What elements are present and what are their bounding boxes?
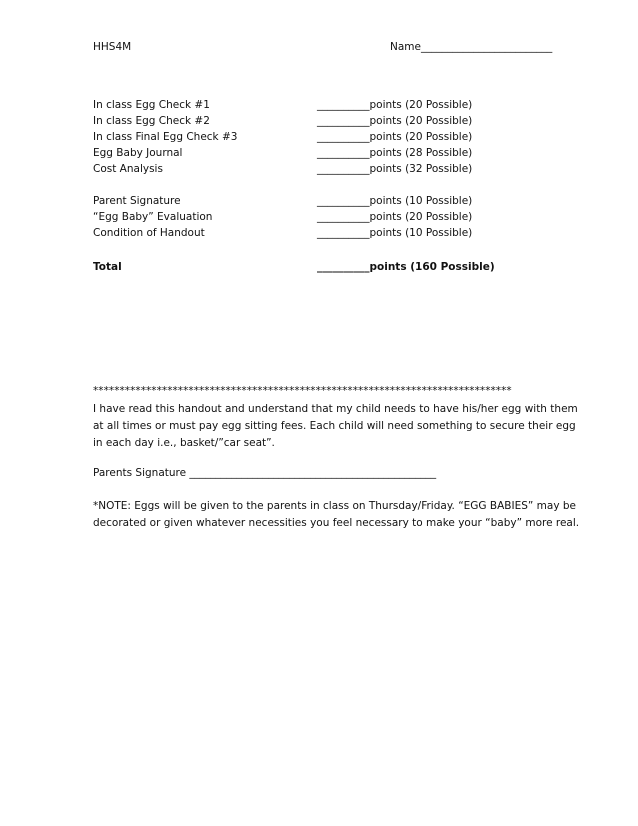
rubric-row bbox=[93, 210, 553, 226]
rubric-label: “Egg Baby” Evaluation bbox=[93, 211, 213, 223]
rubric-row bbox=[93, 226, 553, 242]
total-row bbox=[93, 260, 553, 276]
rubric-score-blank: __________points (20 Possible) bbox=[317, 211, 473, 223]
rubric-label: Cost Analysis bbox=[93, 163, 163, 175]
rubric-row bbox=[93, 162, 553, 178]
rubric-score-blank: __________points (32 Possible) bbox=[317, 163, 473, 175]
rubric-row bbox=[93, 194, 553, 210]
rubric-label: In class Egg Check #2 bbox=[93, 115, 210, 127]
rubric-label: In class Final Egg Check #3 bbox=[93, 131, 238, 143]
rubric-score-blank: __________points (20 Possible) bbox=[317, 131, 473, 143]
course-code: HHS4M bbox=[93, 41, 132, 53]
rubric-label: Parent Signature bbox=[93, 195, 181, 207]
total-score-blank: __________points (160 Possible) bbox=[317, 261, 495, 273]
total-label: Total bbox=[93, 261, 122, 273]
note-paragraph: *NOTE: Eggs will be given to the parents in class on Thursday/Friday. “EGG BABIES” may be decorated or given whatever necessities you feel necessary to make your “baby” more real. bbox=[93, 500, 580, 529]
rubric-row bbox=[93, 146, 553, 162]
rubric-score-blank: __________points (10 Possible) bbox=[317, 195, 473, 207]
parent-signature-line: Parents Signature _______________________________________________ bbox=[93, 467, 437, 479]
rubric-row bbox=[93, 114, 553, 130]
rubric-label: Egg Baby Journal bbox=[93, 147, 183, 159]
rubric-score-blank: __________points (28 Possible) bbox=[317, 147, 473, 159]
rubric-label: Condition of Handout bbox=[93, 227, 205, 239]
rubric-score-blank: __________points (20 Possible) bbox=[317, 99, 473, 111]
rubric-row bbox=[93, 98, 553, 114]
rubric-score-blank: __________points (10 Possible) bbox=[317, 227, 473, 239]
asterisk-divider: ******************************************************************************* bbox=[93, 385, 512, 397]
agreement-paragraph: I have read this handout and understand that my child needs to have his/her egg with them at all times or must pay egg sitting fees. Each child will need something to secure their egg in each day i.e., basket/”car seat”. bbox=[93, 403, 578, 449]
rubric-score-blank: __________points (20 Possible) bbox=[317, 115, 473, 127]
rubric-row bbox=[93, 130, 553, 146]
student-name-line: Name_________________________ bbox=[390, 41, 553, 53]
rubric-label: In class Egg Check #1 bbox=[93, 99, 210, 111]
